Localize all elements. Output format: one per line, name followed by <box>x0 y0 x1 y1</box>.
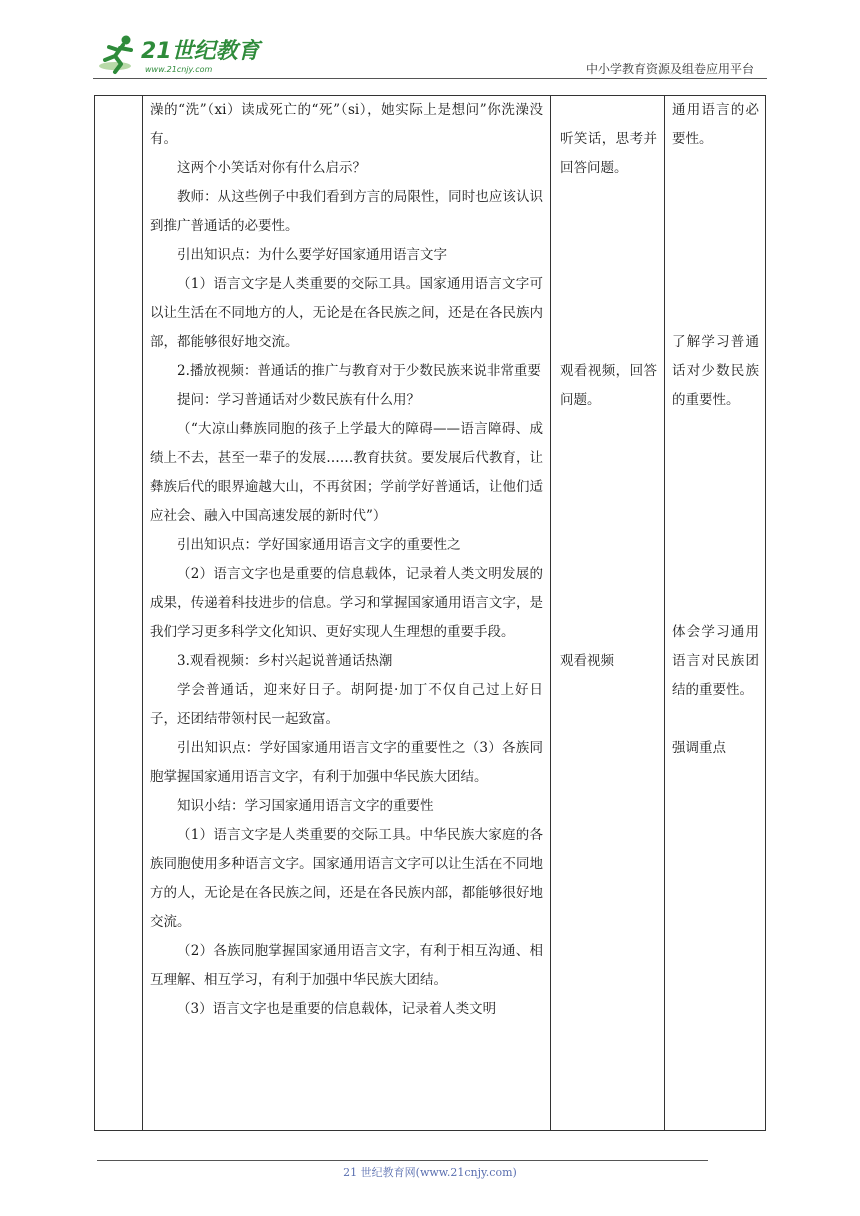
teacher-paragraph: （3）语言文字也是重要的信息载体，记录着人类文明 <box>177 1001 497 1017</box>
teacher-paragraph: 引出知识点：学好国家通用语言文字的重要性之 <box>177 537 461 553</box>
student-activity-item: 听笑话，思考并回答问题。 <box>560 131 657 176</box>
column-divider <box>142 96 143 1130</box>
teacher-paragraph: （2）各族同胞掌握国家通用语言文字，有利于相互沟通、相互理解、相互学习，有利于加强中华民族大团结。 <box>150 943 543 988</box>
teacher-paragraph: （1）语言文字是人类重要的交际工具。中华民族大家庭的各族同胞使用多种语言文字。国家通用语言文字可以让生活在不同地方的人，无论是在各民族之间，还是在各民族内部，都能够很好地交流。 <box>150 827 543 930</box>
column-divider <box>664 96 665 1130</box>
design-intent-item: 通用语言的必要性。 <box>672 102 759 147</box>
teacher-paragraph: （2）语言文字也是重要的信息载体，记录着人类文明发展的成果，传递着科技进步的信息。学习和掌握国家通用语言文字，是我们学习更多科学文化知识、更好实现人生理想的重要手段。 <box>150 566 543 640</box>
page-header <box>0 0 860 80</box>
teacher-paragraph: 澡的“洗”（xi）读成死亡的“死”（si），她实际上是想问”你洗澡没有。 <box>150 102 543 147</box>
teacher-paragraph: 2.播放视频：普通话的推广与教育对于少数民族来说非常重要 <box>177 363 541 379</box>
design-intent-item: 了解学习普通话对少数民族的重要性。 <box>672 334 759 408</box>
teacher-paragraph: （“大凉山彝族同胞的孩子上学最大的障碍——语言障碍、成绩上不去，甚至一辈子的发展……教育扶贫。要发展后代教育，让彝族后代的眼界逾越大山，不再贫困；学前学好普通话，让他们适应社会、融入中国高速发展的新时代”） <box>150 421 543 524</box>
teacher-paragraph: 这两个小笑话对你有什么启示？ <box>177 160 366 176</box>
teacher-paragraph: 学会普通话，迎来好日子。胡阿提·加丁不仅自己过上好日子，还团结带领村民一起致富。 <box>150 682 543 727</box>
site-logo <box>93 30 263 78</box>
svg-text:21世纪教育: 21世纪教育 <box>141 39 260 64</box>
footer-divider <box>97 1160 708 1161</box>
teacher-activity-cell <box>150 96 543 1024</box>
page-footer: 21 世纪教育网(www.21cnjy.com) <box>343 1166 517 1179</box>
platform-name: 中小学教育资源及组卷应用平台 <box>585 62 754 76</box>
lesson-table <box>94 95 766 1131</box>
teacher-paragraph: 提问：学习普通话对少数民族有什么用？ <box>177 392 420 408</box>
column-divider <box>550 96 551 1130</box>
svg-text:www.21cnjy.com: www.21cnjy.com <box>145 65 213 74</box>
teacher-paragraph: （1）语言文字是人类重要的交际工具。国家通用语言文字可以让生活在不同地方的人，无论是在各民族之间，还是在各民族内部，都能够很好地交流。 <box>150 276 543 350</box>
teacher-paragraph: 引出知识点：学好国家通用语言文字的重要性之（3）各族同胞掌握国家通用语言文字，有利于加强中华民族大团结。 <box>150 740 543 785</box>
student-activity-item: 观看视频 <box>560 653 614 669</box>
teacher-paragraph: 知识小结：学习国家通用语言文字的重要性 <box>177 798 434 814</box>
teacher-paragraph: 3.观看视频：乡村兴起说普通话热潮 <box>177 653 393 669</box>
teacher-paragraph: 引出知识点：为什么要学好国家通用语言文字 <box>177 247 447 263</box>
header-divider <box>93 78 767 79</box>
teacher-paragraph: 教师：从这些例子中我们看到方言的局限性，同时也应该认识到推广普通话的必要性。 <box>150 189 543 234</box>
student-activity-cell <box>560 96 657 676</box>
student-activity-item: 观看视频，回答问题。 <box>560 363 657 408</box>
design-intent-item: 强调重点 <box>672 740 726 756</box>
runner-logo-icon <box>93 30 263 78</box>
design-intent-cell <box>672 96 759 763</box>
design-intent-item: 体会学习通用语言对民族团结的重要性。 <box>672 624 759 698</box>
